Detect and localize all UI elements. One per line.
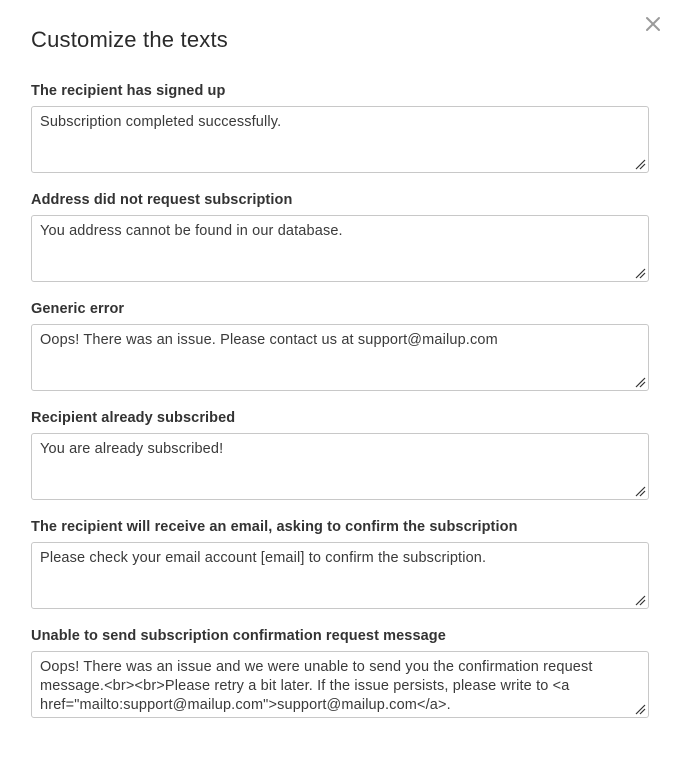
- field-unable-to-send: [31, 627, 649, 718]
- field-not-requested: [31, 191, 649, 282]
- generic-error-textarea[interactable]: [31, 324, 649, 391]
- dialog-title: Customize the texts: [31, 27, 228, 52]
- textarea-wrapper: [31, 215, 649, 282]
- textarea-wrapper: [31, 651, 649, 718]
- already-subscribed-textarea[interactable]: [31, 433, 649, 500]
- field-confirm-email: [31, 518, 649, 609]
- field-label: Unable to send subscription confirmation request message: [31, 628, 446, 644]
- textarea-wrapper: [31, 542, 649, 609]
- not-requested-textarea[interactable]: [31, 215, 649, 282]
- confirm-email-textarea[interactable]: [31, 542, 649, 609]
- field-label: Recipient already subscribed: [31, 410, 236, 426]
- textarea-wrapper: [31, 433, 649, 500]
- field-label: The recipient will receive an email, asking to confirm the subscription: [31, 519, 518, 535]
- fields-list: [31, 82, 649, 718]
- field-label: Generic error: [31, 301, 125, 317]
- close-button[interactable]: [643, 14, 663, 34]
- unable-to-send-textarea[interactable]: [31, 651, 649, 718]
- textarea-wrapper: [31, 106, 649, 173]
- signed-up-textarea[interactable]: [31, 106, 649, 173]
- textarea-wrapper: [31, 324, 649, 391]
- close-icon: [643, 14, 663, 34]
- field-label: The recipient has signed up: [31, 83, 226, 99]
- field-signed-up: [31, 82, 649, 173]
- field-generic-error: [31, 300, 649, 391]
- field-label: Address did not request subscription: [31, 192, 293, 208]
- field-already-subscribed: [31, 409, 649, 500]
